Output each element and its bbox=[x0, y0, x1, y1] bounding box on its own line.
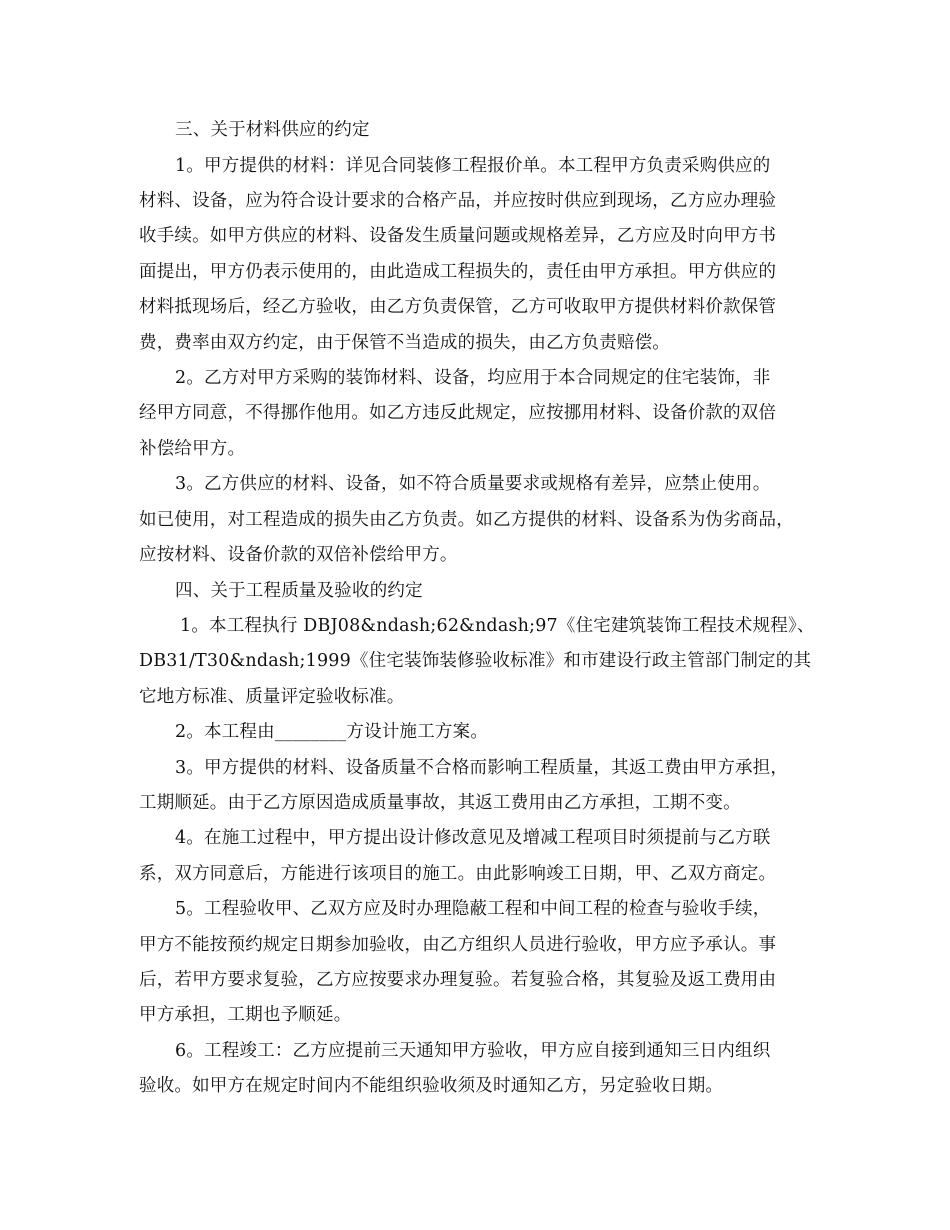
paragraph-line: 甲方承担，工期也予顺延。 bbox=[139, 1005, 352, 1025]
paragraph-line: 6。工程竣工：乙方应提前三天通知甲方验收，甲方应自接到通知三日内组织 bbox=[175, 1041, 771, 1061]
paragraph-line: 系，双方同意后，方能进行该项目的施工。由此影响竣工日期，甲、乙双方商定。 bbox=[139, 864, 777, 884]
paragraph-line: 甲方不能按预约规定日期参加验收，由乙方组织人员进行验收，甲方应予承认。事 bbox=[139, 935, 777, 955]
paragraph-line: 面提出，甲方仍表示使用的，由此造成工程损失的，责任由甲方承担。甲方供应的 bbox=[139, 262, 777, 282]
paragraph-line: 它地方标准、质量评定验收标准。 bbox=[139, 687, 405, 707]
paragraph-line: 5。工程验收甲、乙双方应及时办理隐蔽工程和中间工程的检查与验收手续， bbox=[175, 899, 771, 919]
paragraph-line: 2。乙方对甲方采购的装饰材料、设备，均应用于本合同规定的住宅装饰，非 bbox=[175, 368, 771, 388]
paragraph-line: 应按材料、设备价款的双倍补偿给甲方。 bbox=[139, 545, 458, 565]
paragraph-line: 后，若甲方要求复验，乙方应按要求办理复验。若复验合格，其复验及返工费用由 bbox=[139, 970, 777, 990]
paragraph-line: 材料抵现场后，经乙方验收，由乙方负责保管，乙方可收取甲方提供材料价款保管 bbox=[139, 297, 777, 317]
paragraph-line: 2。本工程由________方设计施工方案。 bbox=[175, 722, 489, 742]
paragraph-line: 材料、设备，应为符合设计要求的合格产品，并应按时供应到现场，乙方应办理验 bbox=[139, 191, 777, 211]
paragraph-line: 3。甲方提供的材料、设备质量不合格而影响工程质量，其返工费由甲方承担， bbox=[175, 758, 789, 778]
paragraph-line: DB31/T30&ndash;1999《住宅装饰装修验收标准》和市建设行政主管部门制定的其 bbox=[139, 651, 812, 671]
paragraph-line: 3。乙方供应的材料、设备，如不符合质量要求或规格有差异，应禁止使用。 bbox=[175, 474, 771, 494]
paragraph-line: 收手续。如甲方供应的材料、设备发生质量问题或规格差异，乙方应及时向甲方书 bbox=[139, 226, 777, 246]
paragraph-line: 4。在施工过程中，甲方提出设计修改意见及增减工程项目时须提前与乙方联 bbox=[175, 828, 771, 848]
paragraph-line: 1。甲方提供的材料：详见合同装修工程报价单。本工程甲方负责采购供应的 bbox=[175, 156, 771, 176]
paragraph-line: 补偿给甲方。 bbox=[139, 439, 246, 459]
paragraph-line: 验收。如甲方在规定时间内不能组织验收须及时通知乙方，另定验收日期。 bbox=[139, 1076, 724, 1096]
paragraph-line: 经甲方同意，不得挪作他用。如乙方违反此规定，应按挪用材料、设备价款的双倍 bbox=[139, 403, 777, 423]
paragraph-line: 费，费率由双方约定，由于保管不当造成的损失，由乙方负责赔偿。 bbox=[139, 333, 670, 353]
paragraph-line: 工期顺延。由于乙方原因造成质量事故，其返工费用由乙方承担，工期不变。 bbox=[139, 793, 741, 813]
paragraph-line: 1。本工程执行 DBJ08&ndash;62&ndash;97《住宅建筑装饰工程技术规程》、 bbox=[180, 616, 815, 636]
section-heading-4: 四、关于工程质量及验收的约定 bbox=[175, 581, 423, 601]
paragraph-line: 如已使用，对工程造成的损失由乙方负责。如乙方提供的材料、设备系为伪劣商品， bbox=[139, 510, 794, 530]
section-heading-3: 三、关于材料供应的约定 bbox=[175, 120, 370, 140]
